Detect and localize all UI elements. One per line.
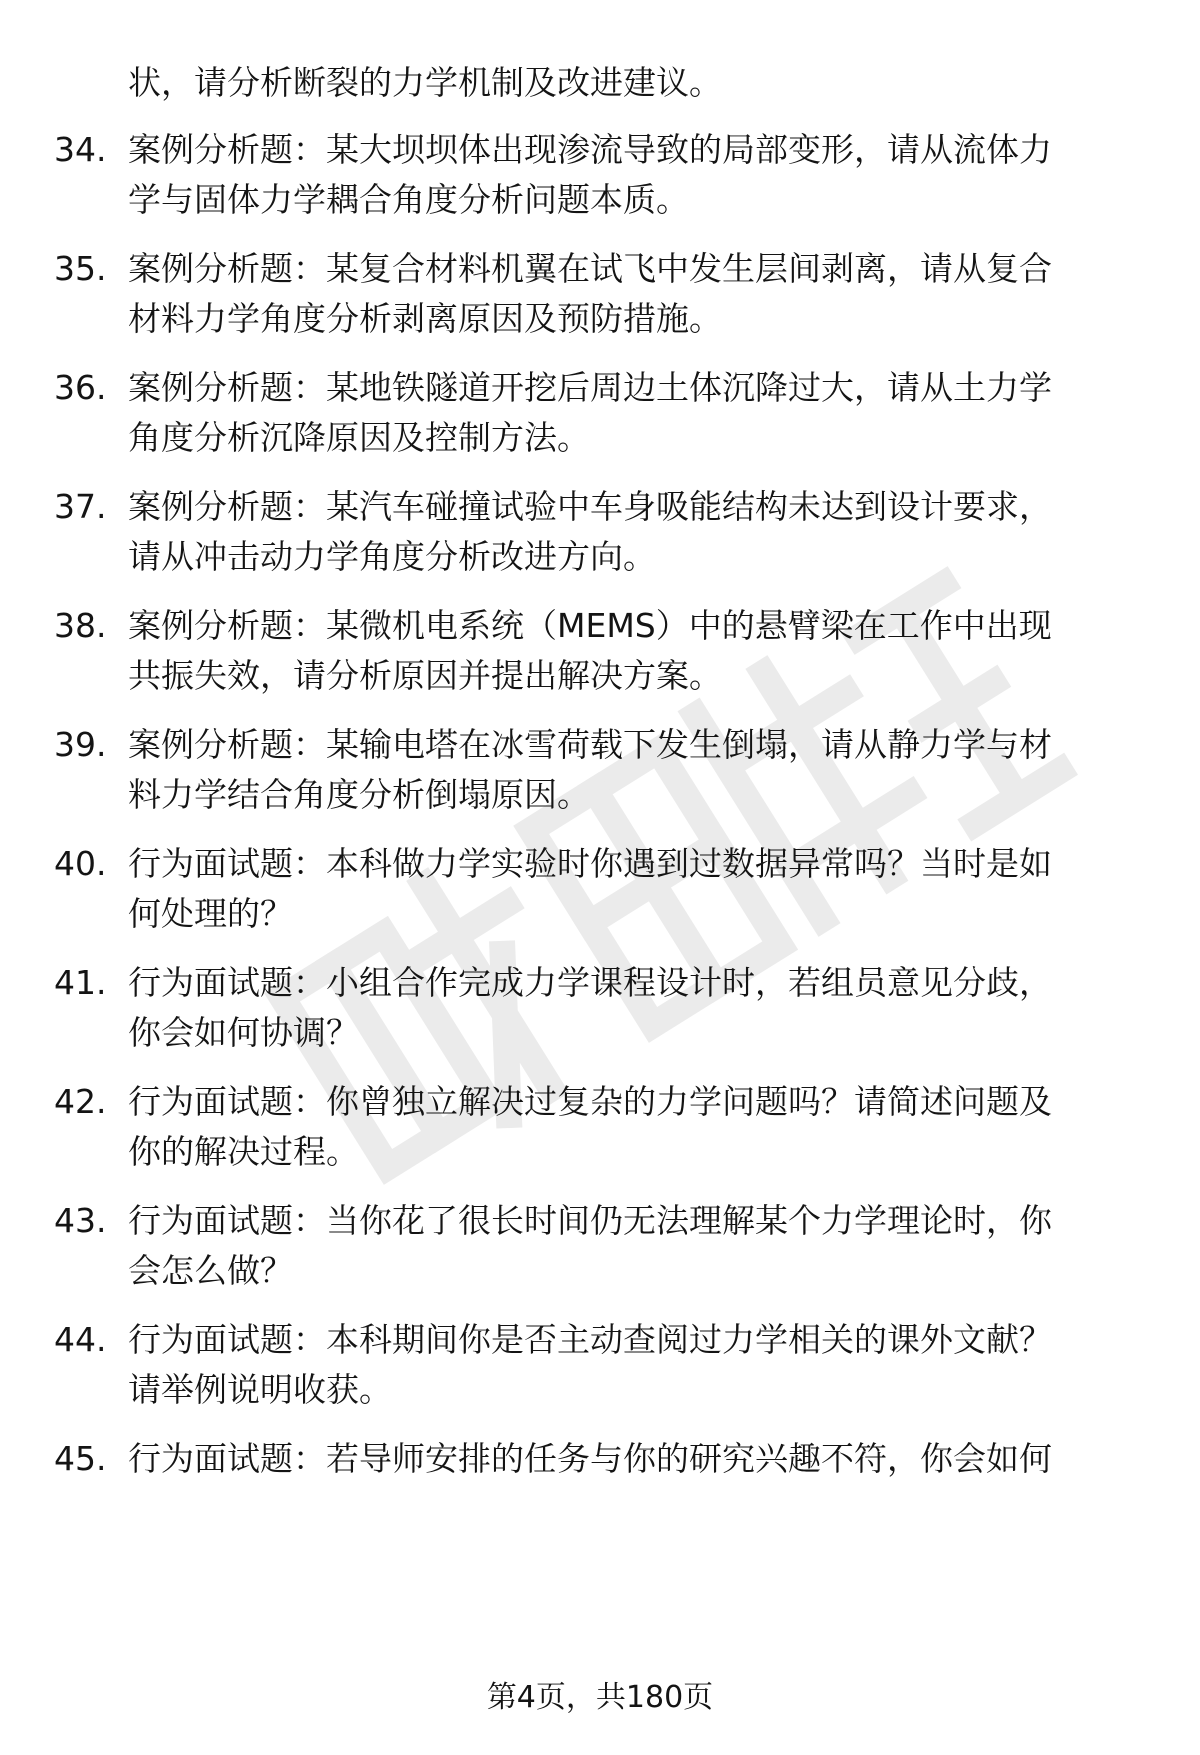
item-text: 行为面试题：本科期间你是否主动查阅过力学相关的课外文献？ 请举例说明收获。 xyxy=(128,1320,1052,1409)
page-number-footer: 第4页，共180页 xyxy=(486,1680,714,1715)
list-item xyxy=(54,1434,1154,1484)
list-item xyxy=(54,720,1154,820)
list-item xyxy=(54,1196,1154,1296)
item-text: 案例分析题：某大坝坝体出现渗流导致的局部变形，请从流体力 学与固体力学耦合角度分析问题本质。 xyxy=(128,130,1052,219)
item-number: 35. xyxy=(54,249,107,288)
item-number: 40. xyxy=(54,844,107,883)
item-text: 行为面试题：当你花了很长时间仍无法理解某个力学理论时，你 会怎么做？ xyxy=(128,1201,1052,1290)
item-text: 案例分析题：某地铁隧道开挖后周边土体沉降过大，请从土力学 角度分析沉降原因及控制方法。 xyxy=(128,368,1052,457)
item-text: 案例分析题：某输电塔在冰雪荷载下发生倒塌，请从静力学与材 料力学结合角度分析倒塌原因。 xyxy=(128,725,1052,814)
item-number: 36. xyxy=(54,368,107,407)
item-number: 41. xyxy=(54,963,107,1002)
item-text: 案例分析题：某汽车碰撞试验中车身吸能结构未达到设计要求， 请从冲击动力学角度分析改进方向。 xyxy=(128,487,1052,576)
list-item xyxy=(54,1077,1154,1177)
list-item xyxy=(54,601,1154,701)
continued-paragraph: 状，请分析断裂的力学机制及改进建议。 xyxy=(128,63,722,102)
list-item xyxy=(54,839,1154,939)
item-text: 行为面试题：本科做力学实验时你遇到过数据异常吗？当时是如 何处理的？ xyxy=(128,844,1052,933)
list-item xyxy=(54,958,1154,1058)
list-item xyxy=(54,363,1154,463)
item-number: 44. xyxy=(54,1320,107,1359)
list-item xyxy=(54,1315,1154,1415)
item-number: 45. xyxy=(54,1439,107,1478)
item-number: 34. xyxy=(54,130,107,169)
list-item xyxy=(54,482,1154,582)
item-text: 行为面试题：若导师安排的任务与你的研究兴趣不符，你会如何 xyxy=(128,1439,1052,1478)
list-item xyxy=(54,244,1154,344)
item-number: 42. xyxy=(54,1082,107,1121)
item-number: 37. xyxy=(54,487,107,526)
item-text: 案例分析题：某复合材料机翼在试飞中发生层间剥离，请从复合 材料力学角度分析剥离原因及预防措施。 xyxy=(128,249,1052,338)
item-number: 43. xyxy=(54,1201,107,1240)
item-number: 39. xyxy=(54,725,107,764)
item-number: 38. xyxy=(54,606,107,645)
list-item xyxy=(54,125,1154,225)
item-text: 行为面试题：小组合作完成力学课程设计时，若组员意见分歧， 你会如何协调？ xyxy=(128,963,1052,1052)
item-text: 案例分析题：某微机电系统（MEMS）中的悬臂梁在工作中出现 共振失效，请分析原因并提出解决方案。 xyxy=(128,606,1052,695)
item-text: 行为面试题：你曾独立解决过复杂的力学问题吗？请简述问题及 你的解决过程。 xyxy=(128,1082,1052,1171)
